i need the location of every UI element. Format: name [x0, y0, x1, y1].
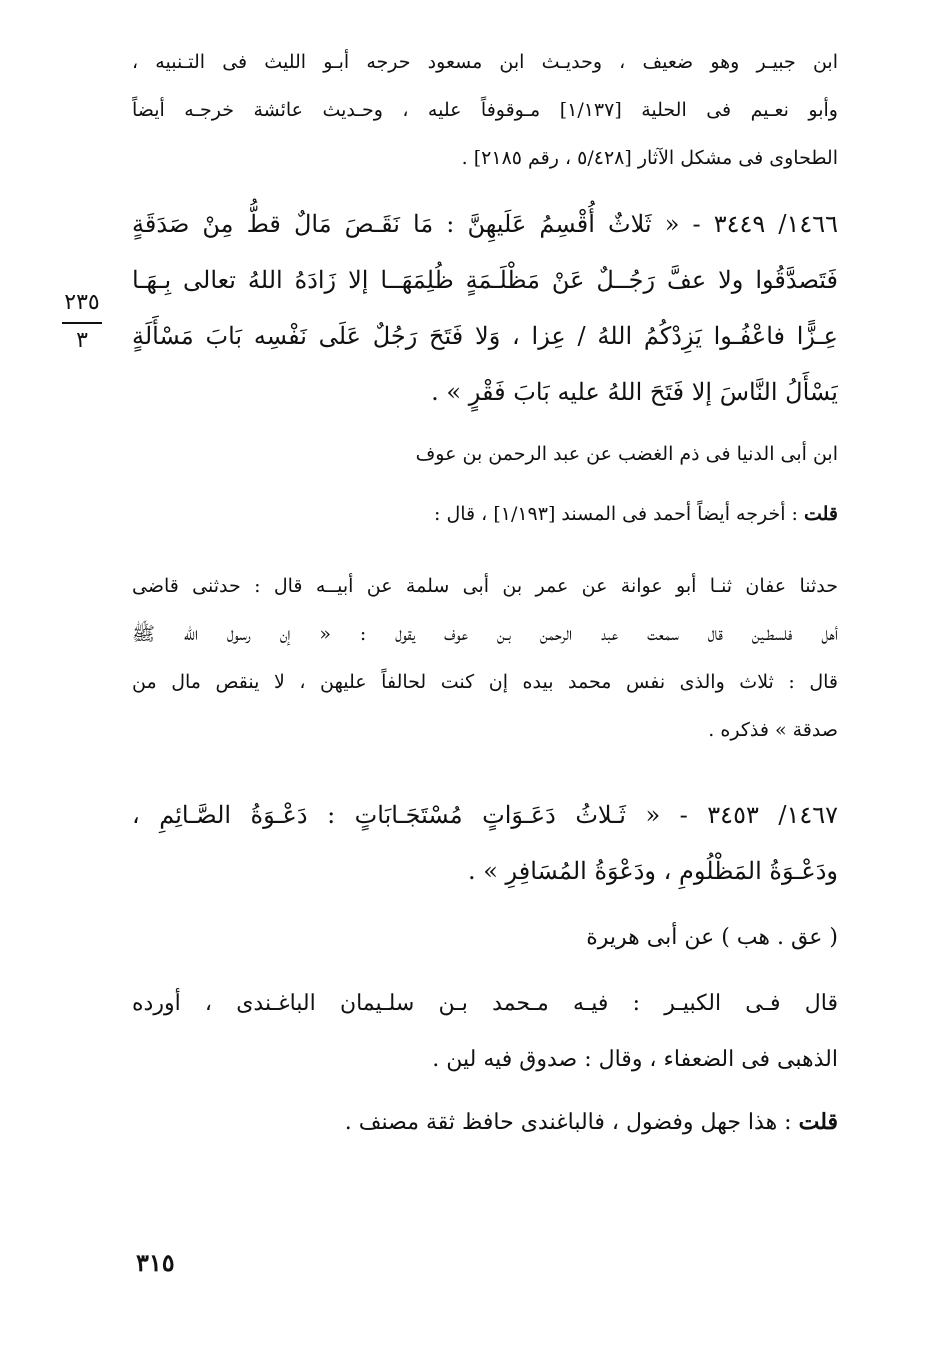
text-line: حدثنا عفان ثنـا أبو عوانة عن عمر بن أبى سلمة عن أبيــه قال : حدثنى قاضى	[132, 575, 838, 597]
text-line: الطحاوى فى مشكل الآثار [٥/٤٢٨ ، رقم ٢١٨٥] .	[461, 147, 838, 169]
text-line: يَسْأَلُ النَّاسَ إلا فَتَحَ اللهُ عليه بَابَ فَقْرٍ » .	[431, 378, 838, 406]
text-line: وأبو نعـيم فى الحلية [١/١٣٧] مـوقوفاً عليه ، وحـديث عائشة خرجـه أيضاً	[132, 99, 838, 121]
text-line: ١٤٦٧/ ٣٤٥٣ - « ثَـلاثُ دَعَـوَاتٍ مُسْتَجَـابَاتٍ : دَعْـوَةُ الصَّـائِمِ ،	[132, 801, 838, 829]
source-1466	[132, 430, 838, 478]
note-label: قلت	[803, 503, 838, 525]
text-line: صدقة » فذكره .	[708, 719, 838, 741]
note-1467	[132, 1094, 838, 1151]
text-line: ١٤٦٦/ ٣٤٤٩ - « ثَلاثٌ أُقْسِمُ عَلَيهِنَّ : مَا نَقَـصَ مَالٌ قطُّ مِنْ صَدَقَةٍ	[132, 210, 838, 238]
note-1466	[132, 490, 838, 538]
text-line: ابن أبى الدنيا فى ذم الغضب عن عبد الرحمن بن عوف	[415, 443, 838, 465]
text-line: عِـزًّا فاعْفُـوا يَزِدْكُمُ اللهُ / عِزا ، وَلا فَتَحَ رَجُلٌ عَلَى نَفْسِه بَابَ مَسْأَلَةٍ	[132, 322, 838, 350]
page-number: ٣١٥	[136, 1248, 175, 1277]
text-line: ( عق . هب ) عن أبى هريرة	[586, 925, 838, 950]
text-line: الذهبى فى الضعفاء ، وقال : صدوق فيه لين .	[432, 1047, 838, 1072]
text-line: أهل فلسطـين قال سمعت عبد الرحمن بـن عوف يقول : « إن رسول الله ﷺ	[132, 623, 838, 645]
margin-reference	[52, 288, 112, 356]
text-line: ودَعْـوَةُ المَظْلُومِ ، ودَعْوَةُ المُسَافِرِ » .	[467, 857, 838, 885]
text-line: قال : ثلاث والذى نفس محمد بيده إن كنت لحالفاً عليهن ، لا ينقص مال من	[132, 671, 838, 693]
margin-ref-bottom: ٣	[76, 328, 88, 353]
commentary-top	[132, 38, 838, 182]
commentary-1467	[132, 976, 838, 1088]
note-text: : هذا جهل وفضول ، فالباغندى حافظ ثقة مصنف .	[344, 1110, 792, 1135]
source-1467	[132, 910, 838, 966]
hadith-1466	[132, 196, 838, 420]
report-1466	[132, 562, 838, 754]
margin-ref-top: ٢٣٥	[64, 290, 100, 315]
text-line: فَتَصدَّقُوا ولا عفَّ رَجُــلٌ عَنْ مَظْلَـمَةٍ ظُلِمَهَــا إلا زَادَهُ اللهُ تعالى بِـهَـا	[132, 266, 838, 294]
hadith-1467	[132, 787, 838, 899]
margin-ref-divider	[62, 322, 102, 324]
note-text: : أخرجه أيضاً أحمد فى المسند [١/١٩٣] ، قال :	[434, 503, 798, 525]
note-label: قلت	[798, 1109, 838, 1135]
text-line: ابن جبيـر وهو ضعيف ، وحديـث ابن مسعود حرجه أبـو الليث فى التـنبيه ،	[132, 51, 838, 73]
text-line: قال فـى الكبيـر : فيـه مـحمد بـن سلـيمان الباغـندى ، أورده	[132, 991, 838, 1016]
